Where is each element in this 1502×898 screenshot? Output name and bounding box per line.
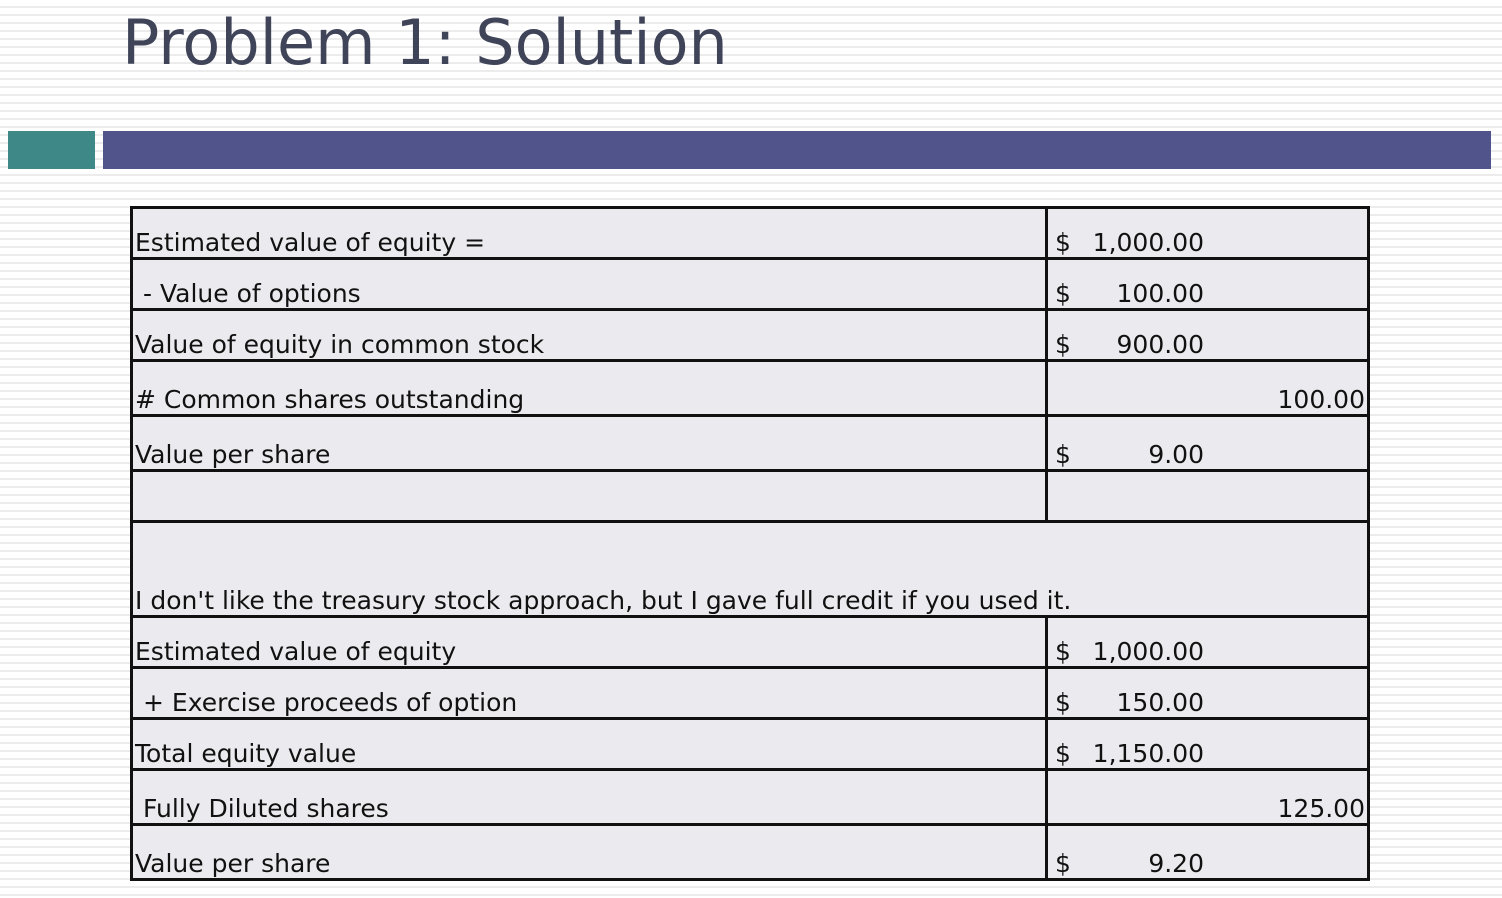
table-row (132, 668, 1369, 719)
row-value-cell (1047, 770, 1369, 825)
count-value: 100.00 (1277, 385, 1365, 414)
amount-value: 1,150.00 (1092, 739, 1204, 768)
table-row (132, 770, 1369, 825)
amount-value: 900.00 (1116, 330, 1204, 359)
currency-symbol: $ (1055, 637, 1071, 666)
row-label: Estimated value of equity = (132, 208, 1047, 259)
amount-value: 9.00 (1148, 440, 1204, 469)
row-label: + Exercise proceeds of option (132, 668, 1047, 719)
currency-symbol: $ (1055, 279, 1071, 308)
amount-value: 1,000.00 (1092, 637, 1204, 666)
treasury-stock-note: I don't like the treasury stock approach, but I gave full credit if you used it. (132, 522, 1369, 617)
row-value-cell (1047, 668, 1369, 719)
row-label: Total equity value (132, 719, 1047, 770)
row-label: Value per share (132, 825, 1047, 880)
row-value-cell (1047, 825, 1369, 880)
row-label: Fully Diluted shares (132, 770, 1047, 825)
amount-value: 9.20 (1148, 849, 1204, 878)
row-label: Estimated value of equity (132, 617, 1047, 668)
table-note-row (132, 522, 1369, 617)
table-row (132, 416, 1369, 471)
solution-table (130, 206, 1370, 881)
slide-title: Problem 1: Solution (122, 6, 728, 79)
currency-symbol: $ (1055, 440, 1071, 469)
amount-value: 100.00 (1116, 279, 1204, 308)
row-value-cell (1047, 361, 1369, 416)
row-label: Value of equity in common stock (132, 310, 1047, 361)
row-label: # Common shares outstanding (132, 361, 1047, 416)
row-label (132, 471, 1047, 522)
row-label: Value per share (132, 416, 1047, 471)
table-row (132, 310, 1369, 361)
table-row (132, 208, 1369, 259)
row-value-cell (1047, 416, 1369, 471)
row-value-cell (1047, 310, 1369, 361)
table-row (132, 361, 1369, 416)
currency-symbol: $ (1055, 228, 1071, 257)
row-value-cell (1047, 471, 1369, 522)
row-value-cell (1047, 208, 1369, 259)
currency-symbol: $ (1055, 688, 1071, 717)
currency-symbol: $ (1055, 849, 1071, 878)
row-value-cell (1047, 259, 1369, 310)
currency-symbol: $ (1055, 330, 1071, 359)
count-value: 125.00 (1277, 794, 1365, 823)
table-row (132, 259, 1369, 310)
currency-symbol: $ (1055, 739, 1071, 768)
accent-bar-navy (103, 131, 1491, 169)
table-row (132, 471, 1369, 522)
row-value-cell (1047, 719, 1369, 770)
amount-value: 1,000.00 (1092, 228, 1204, 257)
accent-bar-teal (8, 131, 95, 169)
amount-value: 150.00 (1116, 688, 1204, 717)
row-label: - Value of options (132, 259, 1047, 310)
table-row (132, 825, 1369, 880)
row-value-cell (1047, 617, 1369, 668)
table-row (132, 617, 1369, 668)
table-row (132, 719, 1369, 770)
